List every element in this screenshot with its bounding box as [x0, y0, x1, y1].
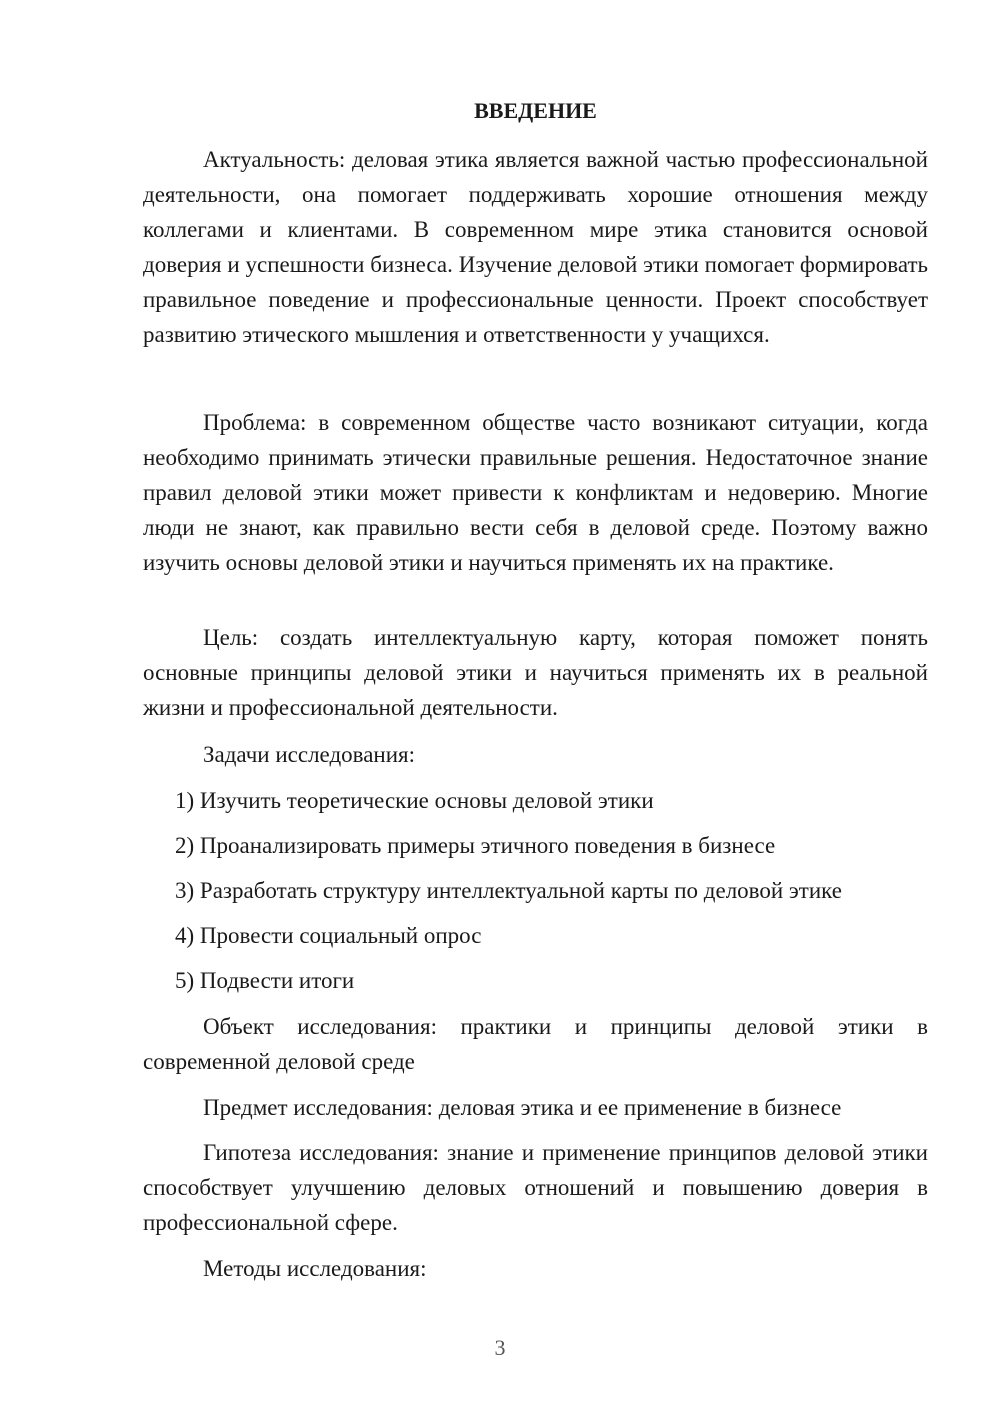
paragraph-relevance: Актуальность: деловая этика является важной частью профессиональной деятельности, она помогает поддерживать хорошие отношения между коллегами и клиентами. В современном мире этика становится основой доверия и успешности бизнеса. Изучение деловой этики помогает формировать правильное поведение и профессиональные ценности. Проект способствует развитию этического мышления и ответственности у учащихся.	[143, 147, 928, 347]
methods-heading: Методы исследования:	[203, 1256, 427, 1281]
task-item-3: 3) Разработать структуру интеллектуальной карты по деловой этике	[175, 878, 842, 903]
page-number: 3	[494, 1335, 506, 1360]
tasks-heading: Задачи исследования:	[203, 742, 416, 767]
task-item-2: 2) Проанализировать примеры этичного поведения в бизнесе	[175, 833, 776, 858]
paragraph-goal: Цель: создать интеллектуальную карту, которая поможет понять основные принципы деловой этики и научиться применять их в реальной жизни и профессиональной деятельности.	[143, 625, 928, 720]
task-item-5: 5) Подвести итоги	[175, 968, 355, 993]
paragraph-subject: Предмет исследования: деловая этика и ее применение в бизнесе	[203, 1095, 842, 1120]
task-item-1: 1) Изучить теоретические основы деловой этики	[175, 788, 654, 813]
task-item-4: 4) Провести социальный опрос	[175, 923, 482, 948]
paragraph-hypothesis: Гипотеза исследования: знание и применение принципов деловой этики способствует улучшению деловых отношений и повышению доверия в профессиональной сфере.	[143, 1140, 928, 1235]
section-title: ВВЕДЕНИЕ	[474, 98, 597, 123]
paragraph-object: Объект исследования: практики и принципы деловой этики в современной деловой среде	[143, 1014, 928, 1074]
paragraph-problem: Проблема: в современном обществе часто возникают ситуации, когда необходимо принимать этически правильные решения. Недостаточное знание правил деловой этики может привести к конфликтам и недоверию. Многие люди не знают, как правильно вести себя в деловой среде. Поэтому важно изучить основы деловой этики и научиться применять их на практике.	[143, 410, 928, 575]
